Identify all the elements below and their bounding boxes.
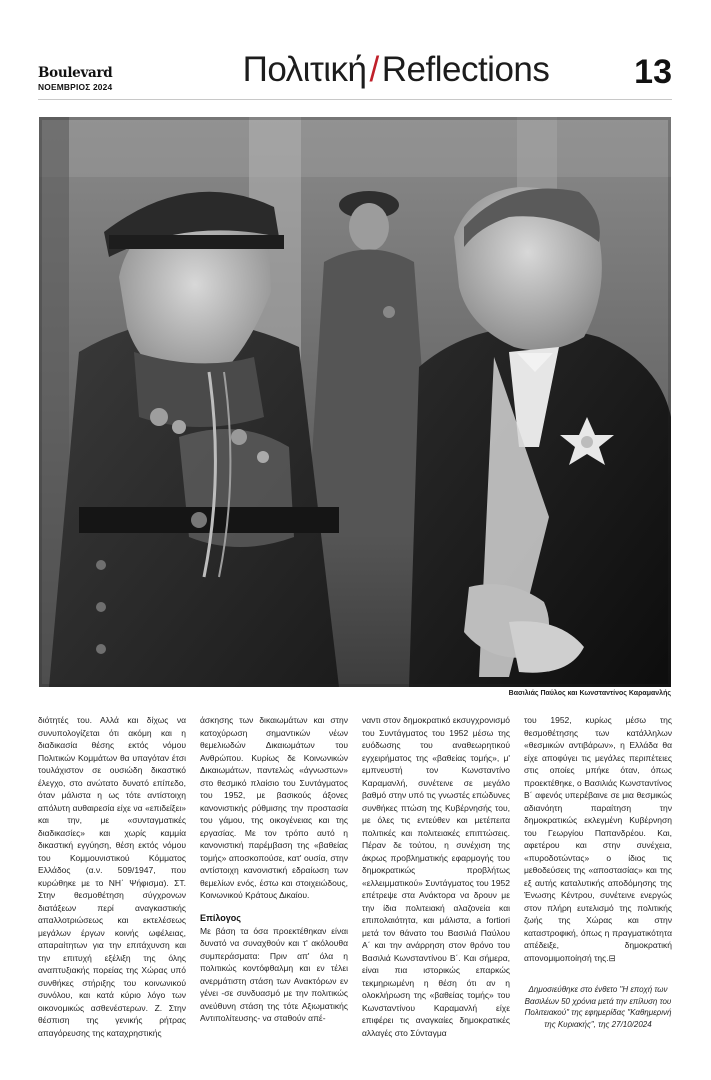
magazine-brand: Boulevard	[38, 65, 113, 81]
section-heading-epilogue: Επίλογος	[200, 912, 241, 923]
article-body	[38, 714, 672, 1060]
photo-caption: Βασιλιάς Παύλος και Κωνσταντίνος Καραμανλής	[508, 690, 671, 697]
section-separator: /	[369, 50, 379, 89]
page-header	[38, 50, 672, 96]
section-title	[216, 50, 576, 90]
paragraph: Με βάση τα όσα προεκτέθηκαν είναι δυνατό να συναχθούν και τ' ακόλουθα συμπεράσματα: Πριν απ' όλα η πολιτικώς κοντόφθαλμη και εν τέλει ανερμάτιστη στάση των Ανακτόρων εν γένει -σε συνδυασμό με την πολιτικώς ανεύθυνη στάση της τότε Αξιωματικής Αντιπολίτευσης- να σταθούν απέ-	[200, 925, 348, 1023]
article-photo	[39, 117, 671, 687]
publication-note: Δημοσιεύθηκε στο ένθετο "Η εποχή των Βασιλέων 50 χρόνια μετά την επίλυση του Πολιτειακού" της εφημερίδας "Καθημερινή της Κυριακής", της 27/10/2024	[524, 985, 672, 1029]
end-mark-icon: ⊟	[608, 952, 616, 963]
paragraph	[524, 714, 672, 964]
page-number: 13	[634, 53, 672, 91]
article-column-2	[200, 714, 348, 1025]
section-title-english: Reflections	[381, 50, 550, 89]
article-column-4	[524, 714, 672, 1030]
issue-date: ΝΟΕΜΒΡΙΟΣ 2024	[38, 82, 113, 92]
section-title-greek: Πολιτική	[242, 50, 367, 89]
article-column-1	[38, 714, 186, 1039]
paragraph-text: του 1952, κυρίως μέσω της θεσμοθέτησης των κατάλληλων «θεσμικών αντιβάρων», η Ελλάδα θα είχε αποφύγει τις μεγάλες περιπέτειες στις οποίες μπήκε όταν, όπως προεκτέθηκε, ο Βασιλιάς Κωνσταντίνος Β΄ αφενός υπερέβαινε σε μια θεσμικώς αδιανόητη παραίτηση την δημοκρατικώς εκλεγμένη Κυβέρνηση του Γεωργίου Παπανδρέου. Και, αφετέρου και στην συνέχεια, «πυροδοτώντας» ο ίδιος τις μεθοδεύσεις της «αποστασίας» και της εξ αυτής καταλυτικής αποδόμησης της Ένωσης Κέντρου, συνέτεινε ενεργώς στον πλήρη ευτελισμό της πολιτικής ζωής της Χώρας και στην καταστροφική, όπως η πραγματικότητα απέδειξε, δημοκρατική απονομιμοποίησή της.	[524, 715, 672, 963]
paragraph: διότητές του. Αλλά και δίχως να συνυπολογίζεται ότι ακόμη και η διαδικασία θέσης εκτός νόμου Πολιτικών Κομμάτων θα υπαγόταν έτσι τουλάχιστον σε ουσιώδη δικαστικό έλεγχο, στο ανώτατο δυνατό επίπεδο, όταν μάλιστα η ως τότε αντίστοιχη απόλυτη αυθαιρεσία είχε να «επιδείξει» και την, με «συνταγματικές διαδικασίες» και χωρίς καμμία δικαστική εγγύηση, θέση εκτός νόμου του Κομμουνιστικού Κόμματος Ελλάδος (α.ν. 509/1947, που κυρώθηκε με το ΝΗ΄ Ψήφισμα). ΣΤ. Στην θεσμοθέτηση σύγχρονων διατάξεων περί αναγκαστικής απαλλοτριώσεως και εκτελέσεως μεγάλων έργων κοινής ωφέλειας, απαραίτητων για την επιτάχυνση και την επιτυχή εξέλιξη της όλης αναπτυξιακής πορείας της Χώρας υπό συνθήκες στήριξης του κοινωνικού συνόλου, και κατά κύριο λόγο των οικονομικώς ασθενέστερων. Ζ. Στην θέσπιση της γενικής ρήτρας απαγόρευσης της καταχρηστικής	[38, 715, 186, 1038]
paragraph: ναντι στον δημοκρατικό εκσυγχρονισμό του Συντάγματος του 1952 μέσω της ευόδωσης του αναθεωρητικού εγχειρήματος της «βαθείας τομής», μ' εμπνευστή τον Κωνσταντίνο Καραμανλή, συνέτεινε σε μεγάλο βαθμό στην υπό τις γνωστές επώδυνες συνθήκες πτώση της Κυβέρνησής του, με όλες τις εντεύθεν και μετέπειτα πολιτικές και πολιτειακές επιπτώσεις. Πέραν δε τούτου, η συνέχιση της άκρως προβληματικής εφαρμογής του δημοκρατικώς προβλήτως «ελλειμματικού» Συντάγματος του 1952 επέτρεψε στα Ανάκτορα να δρουν με την ίδια πολιτειακή αλαζονεία και επιπολαιότητα, και μάλιστα, a fortiori μετά τον θάνατο του Βασιλιά Παύλου Α΄ και την ανάρρηση στον θρόνο του Βασιλιά Κωνσταντίνου Β΄. Και σήμερα, είναι πια ιστορικώς επαρκώς τεκμηριωμένη η θέση ότι αν η ολοκλήρωση της «βαθείας τομής» του Κωνσταντίνου Καραμανλή είχε επιφέρει τις αναγκαίες δημοκρατικές αλλαγές στο Σύνταγμα	[362, 715, 510, 1038]
header-divider	[38, 99, 672, 100]
article-column-3	[362, 714, 510, 1039]
paragraph: άσκησης των δικαιωμάτων και στην κατοχύρωση σημαντικών νέων θεμελιωδών Δικαιωμάτων του Ανθρώπου. Κυρίως δε Κοινωνικών Δικαιωμάτων, παντελώς «άγνωστων» στο θεσμικό πλαίσιο του Συντάγματος του 1952, με βασικούς άξονες κανονιστικής ρύθμισης την προστασία του γάμου, της οικογένειας και της εργασίας. Με τον τρόπο αυτό η κανονιστική παρέμβαση της «βαθείας τομής» αποσκοπούσε, κατ' ουσία, στην αντίστοιχη κανονιστική εδραίωση των θεμελίων ενός, έστω και στοιχειώδους, Κοινωνικού Κράτους Δικαίου.	[200, 715, 348, 900]
